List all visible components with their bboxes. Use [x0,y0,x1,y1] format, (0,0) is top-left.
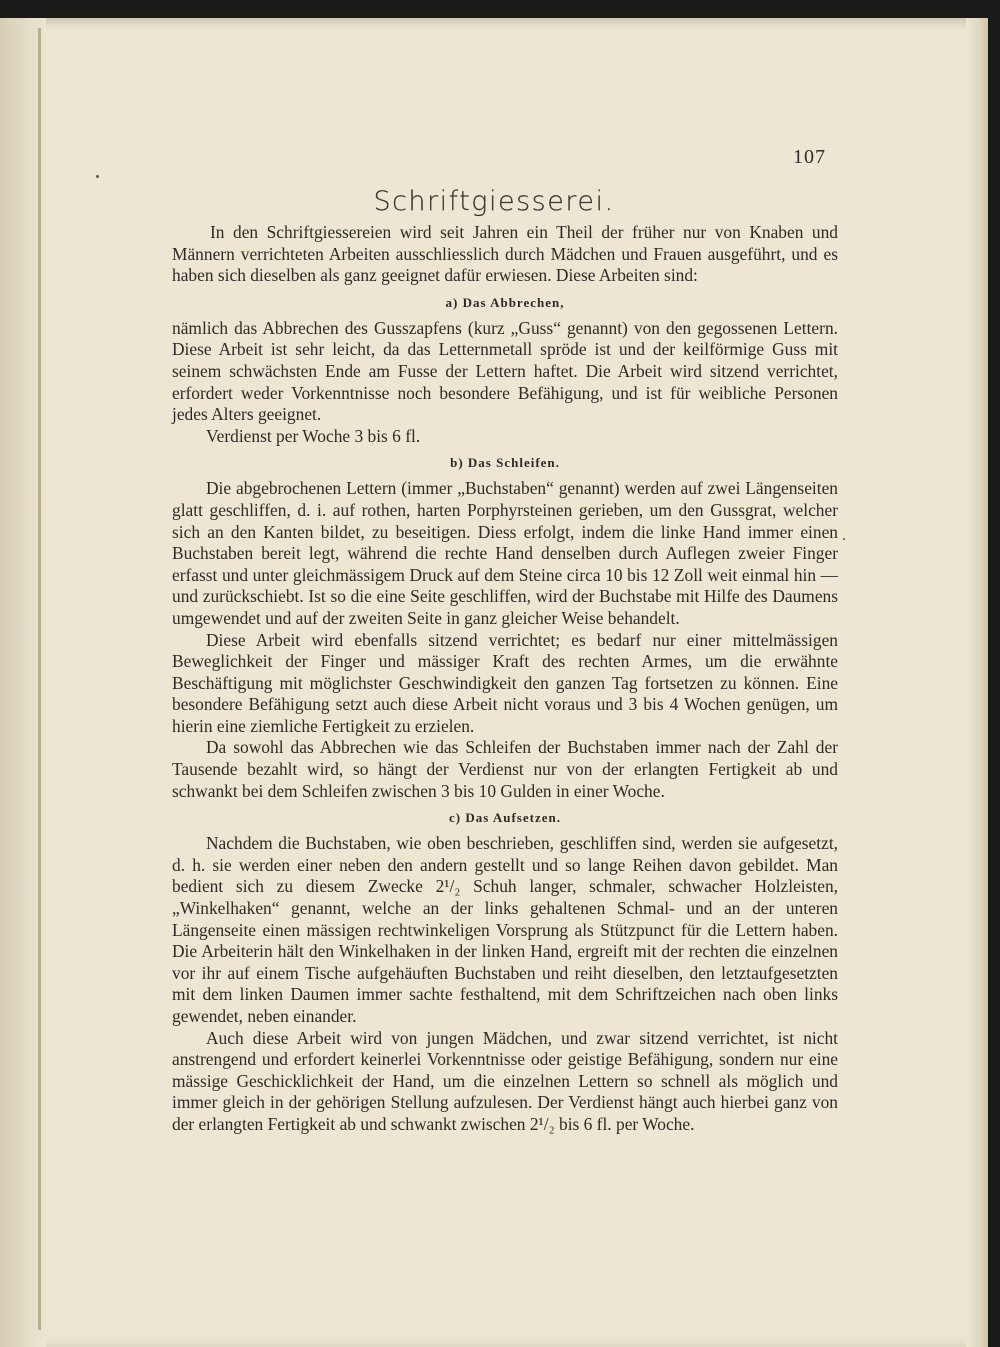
paragraph: nämlich das Abbrechen des Gusszapfens (kurz „Guss“ genannt) von den gegossenen Lettern. Diese Arbeit ist sehr leicht, da das Letternmetall spröde ist und der keilförmige Guss mit seinem schwächsten Ende am Fusse der Lettern haftet. Die Arbeit wird sitzend verrichtet, erfordert weder Vorkenntnisse noch besondere Befähigung, und ist für weibliche Personen jedes Alters geeignet. [172,317,838,425]
paragraph: Verdienst per Woche 3 bis 6 fl. [206,425,421,446]
intro-paragraph: In den Schriftgiessereien wird seit Jahren ein Theil der früher nur von Knaben und Männern verrichteten Arbeiten ausschliesslich durch Mädchen und Frauen ausgeführt, und es haben sich dieselben als ganz geeignet dafür erwiesen. Diese Arbeiten sind: [172,222,838,286]
paragraph: Die abgebrochenen Lettern (immer „Buchstaben“ genannt) werden auf zwei Längenseiten glatt geschliffen, d. i. auf rothen, harten Porphyrsteinen gerieben, um den Gussgrat, welcher sich an den Kanten bildet, zu beseitigen. Diess erfolgt, indem die linke Hand immer einen Buchstaben bereit legt, während die rechte Hand denselben durch Auflegen zweier Finger erfasst und unter gleichmässigem Druck auf dem Steine circa 10 bis 12 Zoll weit einmal hin — und zurückschiebt. Ist so die eine Seite geschliffen, wird der Buchstabe mit Hilfe des Daumens umgewendet und auf der zweiten Seite in ganz gleicher Weise behandelt. [172,478,838,628]
paper-speck [96,175,99,178]
book-page [0,18,988,1347]
page-title: Schriftgiesserei. [373,186,615,217]
page-number: 107 [793,146,826,168]
paragraph: Auch diese Arbeit wird von jungen Mädchen, und zwar sitzend verrichtet, ist nicht anstrengend und erfordert keinerlei Vorkenntnisse oder geistige Befähigung, sondern nur eine mässige Geschicklichkeit der Hand, um die einzelnen Lettern so schnell als möglich und immer gleich in der gehörigen Stellung aufzulesen. Der Verdienst hängt auch hierbei ganz von der erlangten Fertigkeit ab und schwankt zwischen 2¹/₂ bis 6 fl. per Woche. [172,1027,838,1134]
body-text [172,222,838,1136]
paragraph: Da sowohl das Abbrechen wie das Schleifen der Buchstaben immer nach der Zahl der Tausende bezahlt wird, so hängt der Verdienst nur von der erlangten Fertigkeit ab und schwankt bei dem Schleifen zwischen 3 bis 10 Gulden in einer Woche. [172,737,838,801]
page-edge [966,18,988,1347]
section-heading-aufsetzen: c) Das Aufsetzen. [449,810,561,826]
paper-speck [843,538,845,540]
section-heading-schleifen: b) Das Schleifen. [450,455,560,471]
paragraph: Diese Arbeit wird ebenfalls sitzend verrichtet; es bedarf nur einer mittelmässigen Beweglichkeit der Finger und mässiger Kraft des rechten Armes, um die erwähnte Beschäftigung mit möglichster Geschwindigkeit den ganzen Tag fortsetzen zu können. Eine besondere Befähigung setzt auch diese Arbeit nicht voraus und 3 bis 4 Wochen genügen, um hierin eine ziemliche Fertigkeit zu erzielen. [172,629,838,736]
paragraph: Nachdem die Buchstaben, wie oben beschrieben, geschliffen sind, werden sie aufgesetzt, d. h. sie werden einer neben den andern gestellt und so lange Reihen davon gebildet. Man bedient sich zu diesem Zwecke 2¹/₂ Schuh langer, schmaler, schwacher Holzleisten, „Winkelhaken“ genannt, welche an der links gehaltenen Schmal- und an der unteren Längenseite einen mässigen rechtwinkeligen Vorsprung als Stützpunct für die Lettern haben. Die Arbeiterin hält den Winkelhaken in der linken Hand, ergreift mit der rechten die einzelnen vor ihr auf einem Tische aufgehäuften Buchstaben und reiht dieselben, den letztaufgesetzten mit dem linken Daumen immer sachte festhaltend, mit dem Schriftzeichen nach oben links gewendet, neben einander. [172,833,838,1026]
section-heading-abbrechen: a) Das Abbrechen, [445,294,565,310]
binding-fold [38,28,41,1330]
